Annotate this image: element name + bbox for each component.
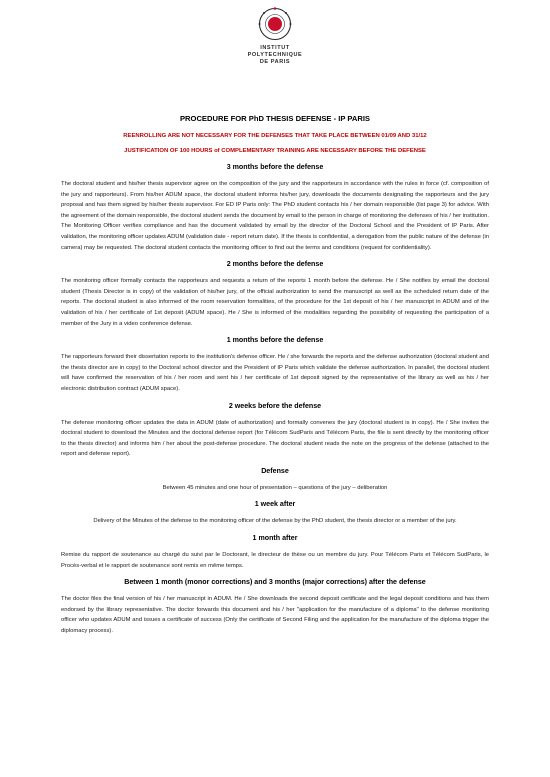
notice-training: JUSTIFICATION OF 100 HOURS of COMPLEMENTARY TRAINING ARE NECESSARY BEFORE THE DEFENSE [124,148,426,154]
section-heading-1-week-after: 1 week after [254,500,296,509]
logo-emblem [255,4,295,44]
logo-line-2: DE PARIS [259,59,291,65]
section-heading-2-weeks: 2 weeks before the defense [228,401,322,410]
document-body [61,114,489,644]
section-text-3-months: The doctoral student and his/her thesis supervisor agree on the composition of the jury and the rapporteurs in accordance with the rules in force (cf. composition of the jury and rapporteurs). From his/her ADUM space, the doctoral student informs his/her jury, downloads the documents designating the rapporteurs and the jury proposal and has them signed by his/her thesis supervisor. For ED IP Paris only: The PhD student contacts his / her domain responsible (list page 3) for advice. With the agreement of the domain responsible, the doctoral student sends the document by email to the person in charge of monitoring the defenses of his / her institution. The Monitoring Officer verifies compliance and has the document validated by email by the director of the Doctoral School and the President of IP Paris. After validation, the monitoring officer updates ADUM (validation date - report return date). If the thesis is confidential, a derogation from the public nature of the defense (in camera) may be requested. The doctoral student contacts the monitoring officer to find out the terms and conditions (request for confidentiality). [61,181,489,251]
institution-logo [243,4,307,66]
notice-reenrolling: REENROLLING ARE NOT NECESSARY FOR THE DEFENSES THAT TAKE PLACE BETWEEN 01/09 AND 31/12 [123,133,427,139]
section-heading-3-months: 3 months before the defense [226,163,324,171]
section-text-2-months: The monitoring officer formally contacts the rapporteurs and requests a return of the reports 1 month before the defense. He / She notifies by email the doctoral student (Thesis Director is in copy) of the validation of his/her jury, of the official authorization to send the manuscript as well as the scheduled return date of the reports. The doctoral student is also informed of the room reservation formalities, of the procedure for the 1st deposit of his / her manuscript in ADUM and of the validation of his / her certificate of 1st deposit (ADUM space). He / She is informed of the modalities regarding the possibility of requesting the participation of a member of the Jury in a video conference defense. [61,278,489,327]
section-heading-2-months: 2 months before the defense [226,260,324,269]
logo-line-1: INSTITUT POLYTECHNIQUE [247,45,303,58]
section-heading-1-month-after: 1 month after [252,534,298,543]
section-text-1-week-after: Delivery of the Minutes of the defense to the monitoring officer of the defense by the PhD student, the thesis director or a member of the jury. [93,518,457,525]
section-text-2-weeks: The defense monitoring officer updates the data in ADUM (date of authorization) and formally convenes the jury (doctoral student is in copy). He / She invites the doctoral student to download the Minutes and the doctoral defense report (for Télécom SudParis and Télécom Paris, the file is sent directly by the monitoring officer to the thesis director) and informs him / her about the post-defense procedure. The doctoral student reads the note on the progress of the defense (attached to the report and defense report). [61,419,489,458]
section-text-defense: Between 45 minutes and one hour of presentation – questions of the jury – deliberation [162,484,388,491]
section-heading-defense: Defense [261,466,289,475]
section-text-1-month-after: Remise du rapport de soutenance au chargé du suivi par le Doctorant, le directeur de thèse ou un membre du jury. Pour Télécom Paris et Télécom SudParis, le Procès-verbal et le rapport de soutenance sont remis en même temps. [61,552,489,569]
document-title: PROCEDURE FOR PhD THESIS DEFENSE - IP PARIS [179,114,370,123]
section-heading-1-month: 1 months before the defense [226,336,324,345]
section-text-corrections: The doctor files the final version of his / her manuscript in ADUM. He / She downloads the second deposit certificate and the legal deposit conditions and has them endorsed by the library representative. The doctor forwards this document and his / her "application for the manufacture of a diploma" to the defense monitoring officer who updates ADUM and issues a certificate of success (Only the certificate of Second Filing and the application for the manufacture of the diploma trigger the diplomacy process). [61,596,489,635]
section-text-1-month: The rapporteurs forward their dissertation reports to the institution's defense officer. He / she forwards the reports and the defense authorization (doctoral student and the thesis director are in copy) to the Doctoral school director and the President of IP Paris which validate the defense authorization. In parallel, the doctoral student will have confirmed the reservation of his / her room and sent his / her certificate of 1st deposit signed by the representative of the library as well as his / her electronic distribution contract (ADUM space). [61,354,489,392]
section-heading-corrections: Between 1 month (monor corrections) and 3 months (major corrections) after the defense [124,578,426,587]
